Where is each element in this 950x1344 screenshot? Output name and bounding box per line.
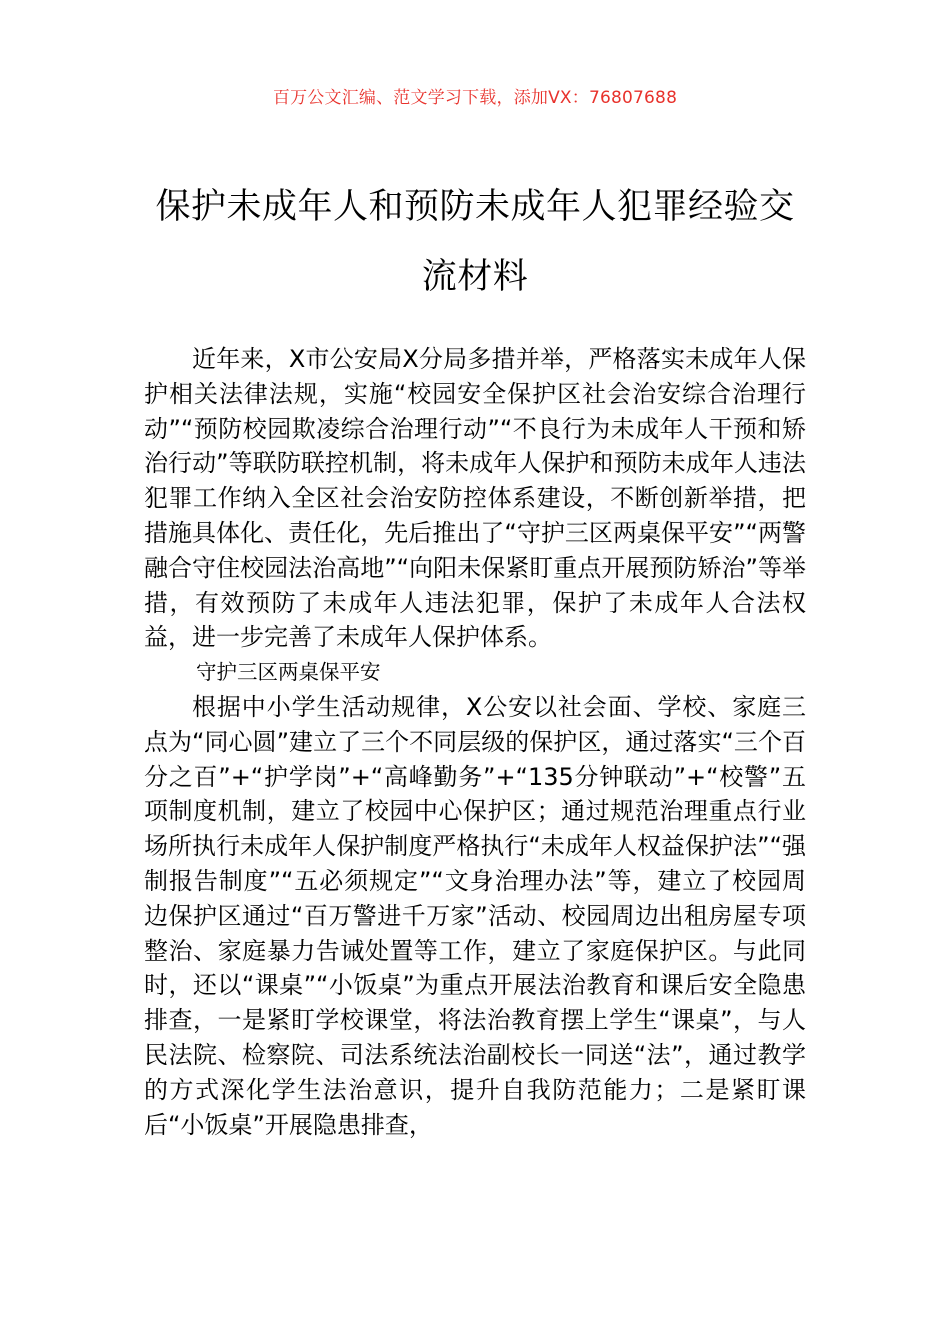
- document-title: 保护未成年人和预防未成年人犯罪经验交流材料: [155, 187, 795, 297]
- section-paragraph: 根据中小学生活动规律，X公安以社会面、学校、家庭三点为“同心圆”建立了三个不同层级的保护区，通过落实“三个百分之百”+“护学岗”+“高峰勤务”+“135分钟联动”+“校警”五项制度机制，建立了校园中心保护区；通过规范治理重点行业场所执行未成年人保护制度严格执行“未成年人权益保护法”“强制报告制度”“五必须规定”“文身治理办法”等，建立了校园周边保护区通过“百万警进千万家”活动、校园周边出租房屋专项整治、家庭暴力告诫处置等工作，建立了家庭保护区。与此同时，还以“课桌”“小饭桌”为重点开展法治教育和课后安全隐患排查，一是紧盯学校课堂，将法治教育摆上学生“课桌”，与人民法院、检察院、司法系统法治副校长一同送“法”，通过教学的方式深化学生法治意识，提升自我防范能力；二是紧盯课后“小饭桌”开展隐患排查，: [144, 692, 806, 1139]
- document-body: [144, 342, 806, 1142]
- section-subheading: 守护三区两桌保平安: [196, 660, 381, 685]
- intro-paragraph: 近年来，X市公安局X分局多措并举，严格落实未成年人保护相关法律法规，实施“校园安全保护区社会治安综合治理行动”“预防校园欺凌综合治理行动”“不良行为未成年人干预和矫治行动”等联防联控机制，将未成年人保护和预防未成年人违法犯罪工作纳入全区社会治安防控体系建设，不断创新举措，把措施具体化、责任化，先后推出了“守护三区两桌保平安”“两警融合守住校园法治高地”“向阳未保紧盯重点开展预防矫治”等举措，有效预防了未成年人违法犯罪，保护了未成年人合法权益，进一步完善了未成年人保护体系。: [144, 345, 806, 652]
- watermark-banner: 百万公文汇编、范文学习下载，添加VX：76807688: [272, 88, 678, 108]
